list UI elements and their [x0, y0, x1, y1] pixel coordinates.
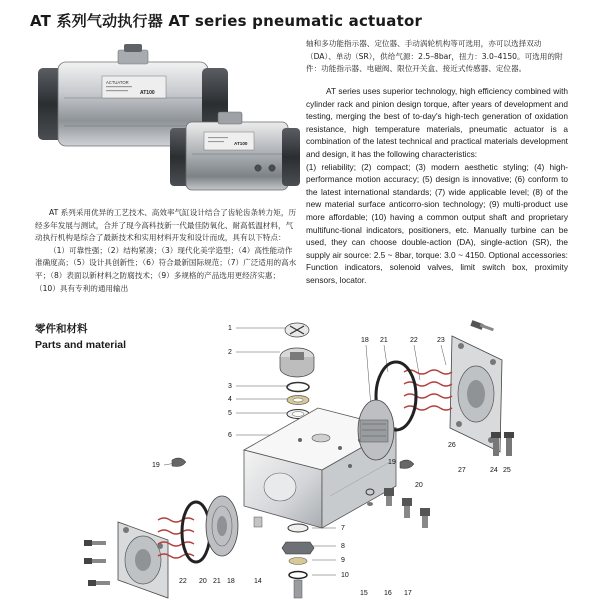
part-number-27: 27: [458, 467, 466, 474]
part-left-bolts: [84, 540, 110, 586]
part-number-21-bottom: 21: [213, 578, 221, 585]
part-left-piston: [206, 496, 238, 556]
intro-chinese-right: 轴和多功能指示器、定位器、手动涡轮机构等可选用，亦可以选择双动（DA）、单动（SR），供给气源：2.5–8bar，扭力：3.0–4150。可选用的附件：功能指示器、电磁阀、限位开关盒、接近式传感器、定位器。: [306, 39, 563, 74]
part-number-7: 7: [341, 525, 345, 532]
part-number-24: 24: [490, 467, 498, 474]
part-number-17: 17: [404, 590, 412, 597]
part-number-15: 15: [360, 590, 368, 597]
page-title: AT 系列气动执行器 AT series pneumatic actuator: [30, 12, 423, 30]
part-number-25: 25: [503, 467, 511, 474]
part-number-20-right: 20: [415, 482, 423, 489]
part-number-22-top: 22: [410, 337, 418, 344]
part-right-piston: [358, 400, 394, 460]
exploded-parts-diagram: [0, 318, 600, 600]
section-title-cn: 零件和材料: [35, 323, 88, 335]
nameplate-large-model: AT100: [140, 90, 155, 96]
intro-chinese-left: [35, 207, 297, 295]
part-number-20-bottom: 20: [199, 578, 207, 585]
part-indicator: [280, 348, 314, 377]
english-paragraph-2: (1) reliability; (2) compact; (3) modern aesthetic styling; (4) high-performance motion accuracy; (5) design is innovative; (6) conform to the latest international standards; (7) wide applicable level; (8) of the new material surface anticorro-sion technology; (9) multi-product use more affordable; (10) having a common output shaft and proprietary multifunc-tional indicators, positioners, etc. Manually turbine can be used, they can choose double-action (DA), single-action (SR), the supply air source: 2.5 ~ 8bar, torque: 3.0 ~ 4150. Optional accessories: Function indicators, solenoid valves, limit switch box, proximity sensors, locator.: [306, 161, 568, 285]
part-plug: [254, 517, 262, 527]
part-left-oring: [182, 502, 210, 562]
part-number-3: 3: [228, 383, 232, 390]
part-number-1: 1: [228, 325, 232, 332]
part-washer: [287, 396, 309, 405]
chinese-paragraph-2: （1）可靠性强；（2）结构紧凑；（3）现代化美学造型；（4）高性能动作准确度高；（5）设计具创新性；（6）符合最新国际规范；（7）广泛适用的高水平；（8）表面以新材料之防腐技术；（9）多规格的产品选用更经济实惠；（10）具有专利的通用输出: [35, 245, 297, 293]
part-number-8: 8: [341, 543, 345, 550]
small-actuator: [170, 112, 300, 190]
part-number-19-right: 19: [388, 459, 396, 466]
part-number-23: 23: [437, 337, 445, 344]
part-number-22-bottom: 22: [179, 578, 187, 585]
part-left-end-cap: [118, 522, 168, 598]
part-number-9: 9: [341, 557, 345, 564]
part-circlip: [287, 383, 309, 392]
part-number-4: 4: [228, 396, 232, 403]
part-number-10: 10: [341, 572, 349, 579]
part-pinion-stack: [282, 524, 314, 598]
actuator-product-photo: [20, 38, 305, 203]
nameplate-large-label: ACTUATOR: [106, 80, 129, 85]
part-clip-right: [400, 460, 414, 469]
english-paragraph-1: AT series uses superior technology, high efficiency combined with cylinder rack and pinion design torque, after years of development and testing, merging the best of to-day's high-tech generation of oxidation resistance, high temperature materials, pneumatic actuator is a combination of the latest technical and practical materials development and design, it has the following characteristics:: [306, 86, 568, 159]
part-number-14: 14: [254, 578, 262, 585]
part-number-19-left: 19: [152, 462, 160, 469]
part-number-2: 2: [228, 349, 232, 356]
part-number-6: 6: [228, 432, 232, 439]
part-number-26: 26: [448, 442, 456, 449]
part-number-18-top: 18: [361, 337, 369, 344]
part-clip-left: [172, 458, 186, 467]
part-number-21-top: 21: [380, 337, 388, 344]
nameplate-small-model: AT100: [234, 141, 248, 146]
part-number-18-bottom: 18: [227, 578, 235, 585]
section-title-en: Parts and material: [35, 339, 127, 351]
intro-english: [306, 85, 568, 287]
part-number-5: 5: [228, 410, 232, 417]
part-number-16: 16: [384, 590, 392, 597]
part-indicator-cap: [285, 323, 309, 337]
chinese-paragraph-1: AT 系列采用优异的工艺技术、高效率气缸设计结合了齿轮齿条转力矩，历经多年发展与测试，合并了现今高科技新一代最佳防氧化、耐高低温材料，气动执行机构是综合了最新技术和实用材料开发和设计而成，具有以下特点：: [35, 208, 297, 243]
